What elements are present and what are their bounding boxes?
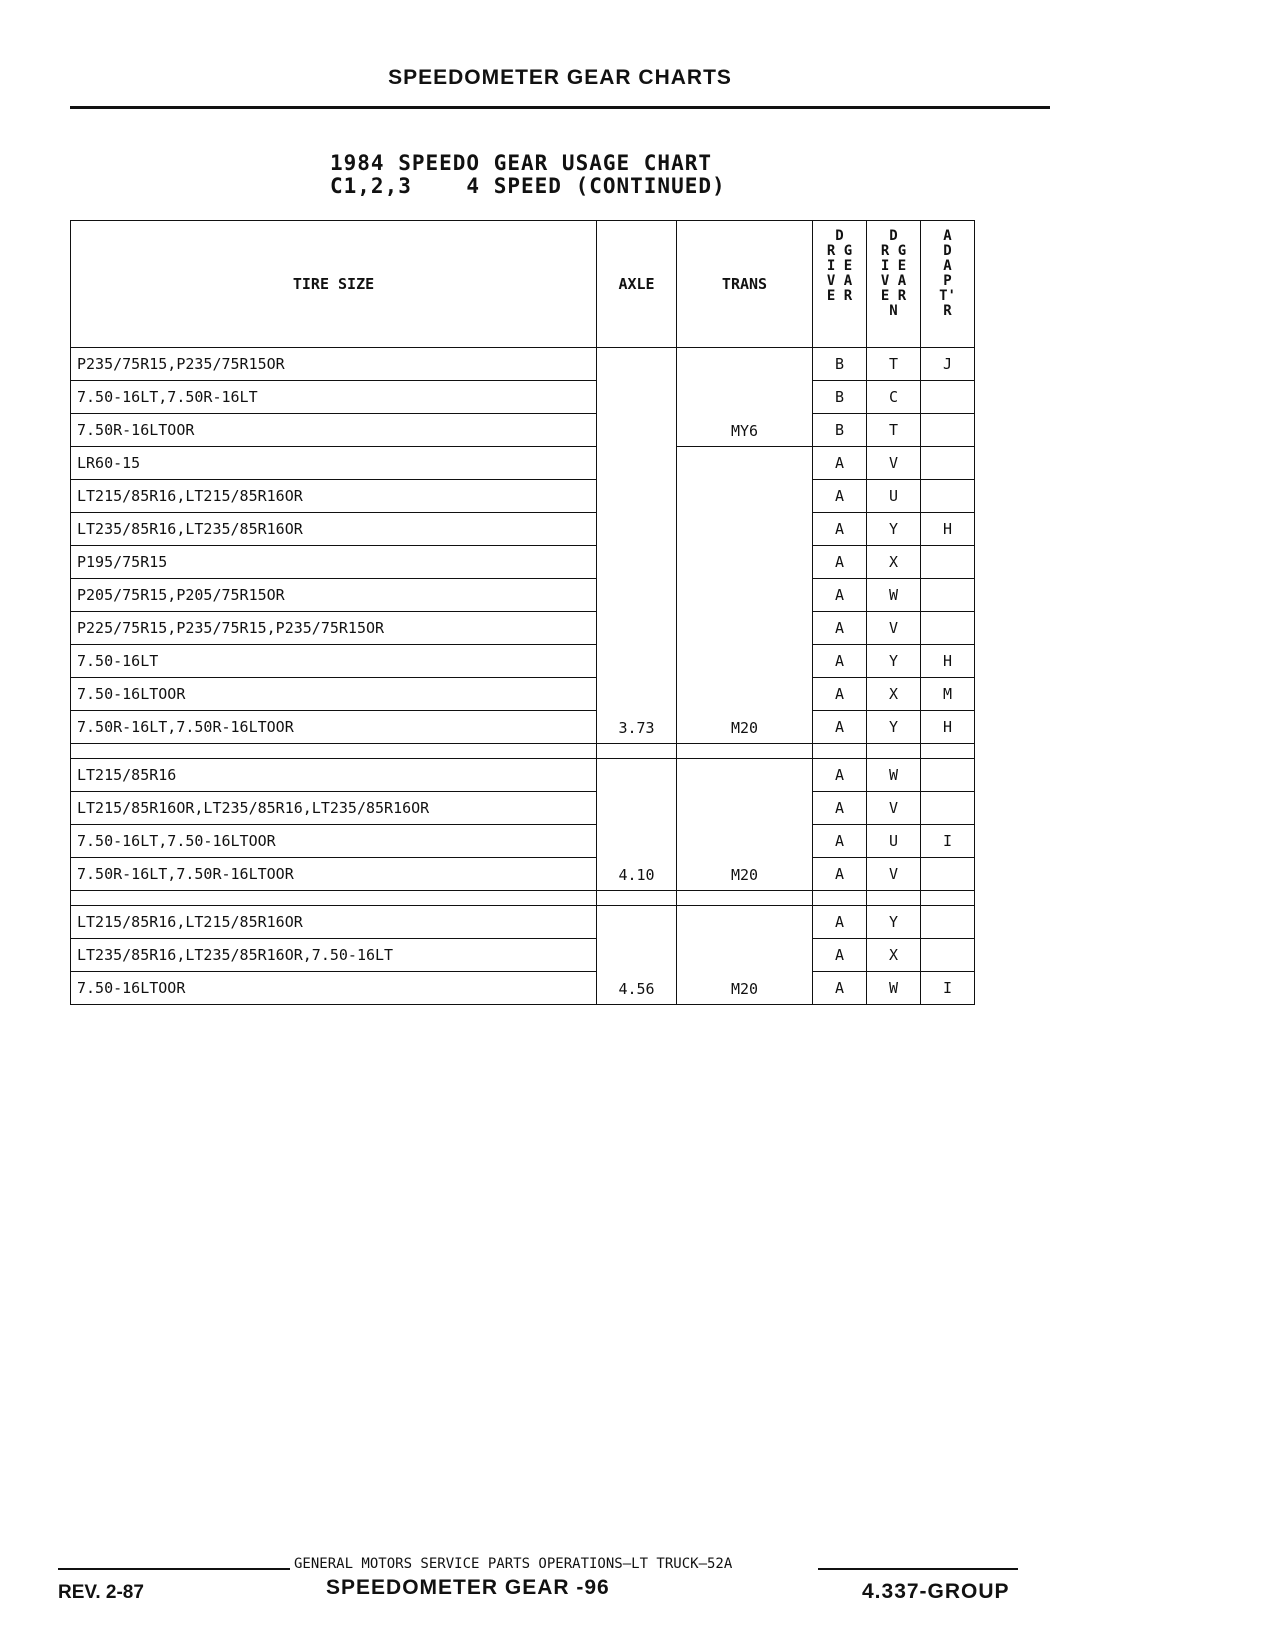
driven-gear-cell: Y [867,645,921,678]
separator-cell [597,744,677,759]
drive-gear-cell: A [813,579,867,612]
tire-size-cell: 7.50R-16LT,7.50R-16LTOOR [71,858,597,891]
drive-gear-cell: A [813,612,867,645]
separator-cell [71,744,597,759]
chart-title-line2: C1,2,3 4 SPEED (CONTINUED) [330,174,726,198]
separator-cell [677,891,813,906]
chart-title [330,152,726,198]
header-rule [70,106,1050,109]
driven-gear-cell: X [867,678,921,711]
adapter-cell: H [921,711,975,744]
adapter-cell [921,792,975,825]
tire-size-cell: 7.50-16LT,7.50-16LTOOR [71,825,597,858]
header-drive-gear: D R G I E V A E R [813,221,867,348]
adapter-cell [921,858,975,891]
driven-gear-cell: W [867,972,921,1005]
drive-gear-cell: A [813,711,867,744]
drive-gear-cell: A [813,906,867,939]
table-row [71,711,975,744]
table-row [71,858,975,891]
footer-group: 4.337-GROUP [862,1580,1010,1603]
tire-size-cell: LR60-15 [71,447,597,480]
adapter-cell: J [921,348,975,381]
table-row [71,906,975,939]
driven-gear-cell: U [867,480,921,513]
drive-gear-cell: A [813,480,867,513]
drive-gear-cell: A [813,858,867,891]
group-separator [71,744,975,759]
table-row [71,759,975,792]
header-axle: AXLE [597,221,677,348]
table-body [71,348,975,1005]
drive-gear-cell: A [813,792,867,825]
driven-gear-cell: V [867,612,921,645]
drive-gear-cell: A [813,972,867,1005]
drive-gear-cell: A [813,678,867,711]
drive-gear-cell: A [813,759,867,792]
table-row [71,792,975,825]
tire-size-cell: 7.50R-16LT,7.50R-16LTOOR [71,711,597,744]
table-row [71,678,975,711]
header-driven-gear: D R G I E V A E R N [867,221,921,348]
adapter-cell [921,480,975,513]
driven-gear-cell: T [867,414,921,447]
separator-cell [921,744,975,759]
tire-size-cell: LT215/85R16,LT215/85R16OR [71,906,597,939]
tire-size-cell: P235/75R15,P235/75R15OR [71,348,597,381]
table-row [71,972,975,1005]
table-header-row [71,221,975,348]
driven-gear-cell: V [867,792,921,825]
tire-size-cell: LT235/85R16,LT235/85R16OR,7.50-16LT [71,939,597,972]
driven-gear-cell: T [867,348,921,381]
table-row [71,825,975,858]
tire-size-cell: P205/75R15,P205/75R15OR [71,579,597,612]
adapter-cell [921,906,975,939]
footer-section: SPEEDOMETER GEAR -96 [326,1576,610,1599]
drive-gear-cell: B [813,414,867,447]
footer-publisher: GENERAL MOTORS SERVICE PARTS OPERATIONS—LT TRUCK—52A [290,1556,818,1572]
table-row [71,348,975,381]
trans-cell: M20 [677,906,813,1005]
separator-cell [867,744,921,759]
driven-gear-cell: C [867,381,921,414]
adapter-cell [921,546,975,579]
driven-gear-cell: X [867,939,921,972]
tire-size-cell: LT215/85R16 [71,759,597,792]
trans-cell: M20 [677,447,813,744]
driven-gear-cell: Y [867,906,921,939]
chart-title-line1: 1984 SPEEDO GEAR USAGE CHART [330,151,713,175]
driven-gear-cell: W [867,759,921,792]
separator-cell [813,891,867,906]
adapter-cell: I [921,972,975,1005]
header-trans: TRANS [677,221,813,348]
speedo-gear-table [70,220,975,1005]
adapter-cell [921,759,975,792]
axle-cell: 3.73 [597,348,677,744]
tire-size-cell: 7.50-16LT,7.50R-16LT [71,381,597,414]
adapter-cell [921,612,975,645]
tire-size-cell: LT215/85R16,LT215/85R16OR [71,480,597,513]
drive-gear-cell: A [813,939,867,972]
drive-gear-cell: B [813,381,867,414]
page-header: SPEEDOMETER GEAR CHARTS [388,66,732,89]
table-row [71,381,975,414]
footer-revision: REV. 2-87 [58,1582,144,1603]
header-adapter: A D A P T' R [921,221,975,348]
driven-gear-cell: V [867,447,921,480]
table-row [71,612,975,645]
table-row [71,645,975,678]
separator-cell [71,891,597,906]
tire-size-cell: P225/75R15,P235/75R15,P235/75R15OR [71,612,597,645]
tire-size-cell: LT235/85R16,LT235/85R16OR [71,513,597,546]
adapter-cell: H [921,513,975,546]
table-row [71,480,975,513]
axle-cell: 4.10 [597,759,677,891]
drive-gear-cell: A [813,447,867,480]
drive-gear-cell: A [813,645,867,678]
trans-cell: M20 [677,759,813,891]
tire-size-cell: 7.50-16LTOOR [71,972,597,1005]
drive-gear-cell: A [813,513,867,546]
separator-cell [867,891,921,906]
trans-cell: MY6 [677,348,813,447]
adapter-cell [921,447,975,480]
driven-gear-cell: Y [867,711,921,744]
adapter-cell [921,381,975,414]
group-separator [71,891,975,906]
header-tire-size: TIRE SIZE [71,221,597,348]
driven-gear-cell: U [867,825,921,858]
separator-cell [677,744,813,759]
axle-cell: 4.56 [597,906,677,1005]
driven-gear-cell: Y [867,513,921,546]
drive-gear-cell: B [813,348,867,381]
adapter-cell: I [921,825,975,858]
tire-size-cell: 7.50-16LT [71,645,597,678]
tire-size-cell: 7.50R-16LTOOR [71,414,597,447]
table-row [71,447,975,480]
tire-size-cell: 7.50-16LTOOR [71,678,597,711]
adapter-cell [921,414,975,447]
adapter-cell: H [921,645,975,678]
driven-gear-cell: X [867,546,921,579]
table-row [71,939,975,972]
table-row [71,414,975,447]
separator-cell [921,891,975,906]
adapter-cell: M [921,678,975,711]
adapter-cell [921,939,975,972]
tire-size-cell: LT215/85R16OR,LT235/85R16,LT235/85R16OR [71,792,597,825]
adapter-cell [921,579,975,612]
table-row [71,513,975,546]
tire-size-cell: P195/75R15 [71,546,597,579]
drive-gear-cell: A [813,825,867,858]
separator-cell [597,891,677,906]
driven-gear-cell: V [867,858,921,891]
table-row [71,546,975,579]
driven-gear-cell: W [867,579,921,612]
separator-cell [813,744,867,759]
drive-gear-cell: A [813,546,867,579]
table-row [71,579,975,612]
